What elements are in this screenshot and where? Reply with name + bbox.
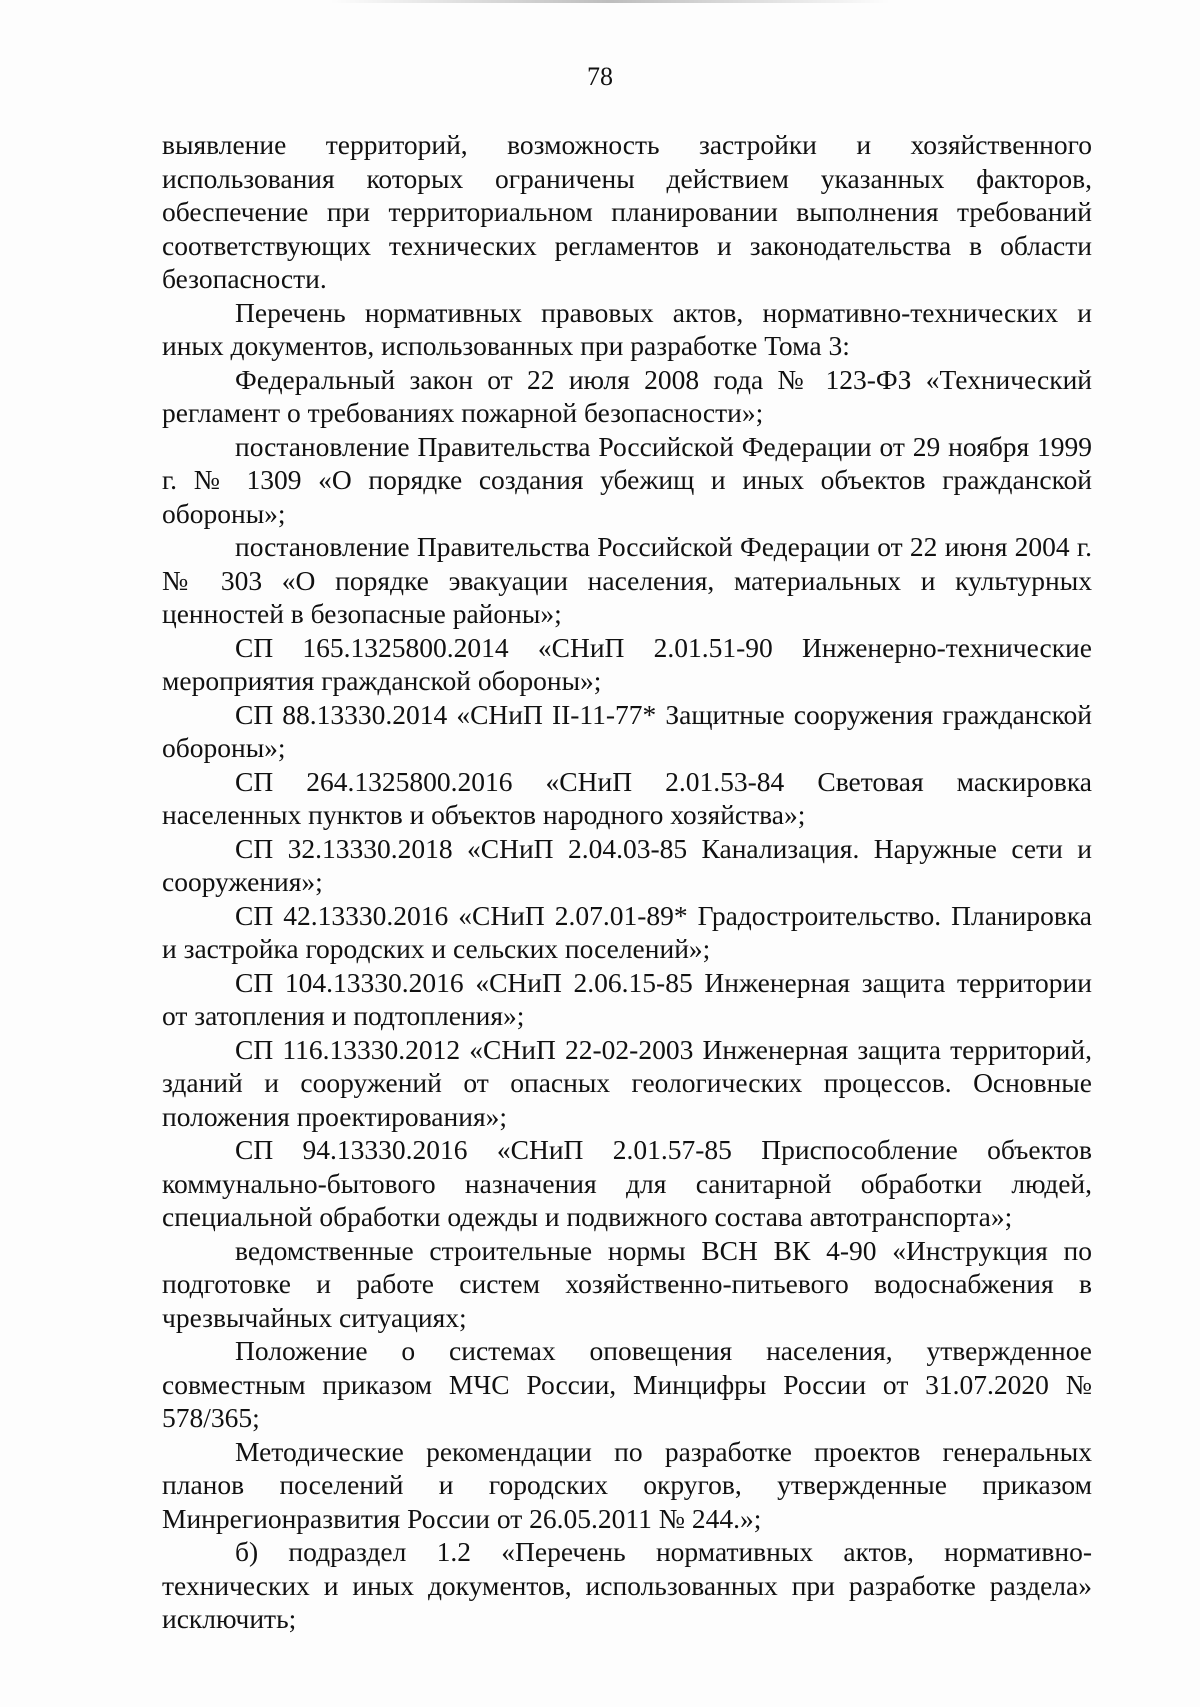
list-item: СП 264.1325800.2016 «СНиП 2.01.53-84 Световая маскировка населенных пунктов и объектов народного хозяйства»; — [162, 765, 1092, 830]
list-item: СП 116.13330.2012 «СНиП 22-02-2003 Инженерная защита территорий, зданий и сооружений от опасных геологических процессов. Основные положения проектирования»; — [162, 1033, 1092, 1132]
list-item: СП 88.13330.2014 «СНиП II-11-77* Защитные сооружения гражданской обороны»; — [162, 698, 1092, 763]
list-item: Федеральный закон от 22 июля 2008 года № 123-ФЗ «Технический регламент о требованиях пожарной безопасности»; — [162, 363, 1092, 428]
list-item: постановление Правительства Российской Федерации от 29 ноября 1999 г. № 1309 «О порядке создания убежищ и иных объектов гражданской обороны»; — [162, 430, 1092, 529]
paragraph-subsection-exclude: б) подраздел 1.2 «Перечень нормативных актов, нормативно-технических и иных документов, использованных при разработке раздела» исключить; — [162, 1536, 1092, 1634]
list-item: Методические рекомендации по разработке проектов генеральных планов поселений и городских округов, утвержденные приказом Минрегионразвития России от 26.05.2011 № 244.»; — [162, 1435, 1092, 1534]
paragraph-list-intro: Перечень нормативных правовых актов, нормативно-технических и иных документов, использованных при разработке Тома 3: — [162, 296, 1092, 361]
paragraph-territories: выявление территорий, возможность застройки и хозяйственного использования которых ограничены действием указанных факторов, обеспечение при территориальном планировании выполнения требований соответствующих технических регламентов и законодательства в области безопасности. — [162, 129, 1092, 294]
list-item: СП 165.1325800.2014 «СНиП 2.01.51-90 Инженерно-технические мероприятия гражданской обороны»; — [162, 631, 1092, 696]
list-item: СП 32.13330.2018 «СНиП 2.04.03-85 Канализация. Наружные сети и сооружения»; — [162, 832, 1092, 897]
scan-edge-artifact — [330, 0, 890, 3]
document-body — [162, 128, 1092, 1636]
list-item: СП 94.13330.2016 «СНиП 2.01.57-85 Приспособление объектов коммунально-бытового назначения для санитарной обработки людей, специальной обработки одежды и подвижного состава автотранспорта»; — [162, 1134, 1092, 1232]
list-item: постановление Правительства Российской Федерации от 22 июня 2004 г. № 303 «О порядке эвакуации населения, материальных и культурных ценностей в безопасные районы»; — [162, 531, 1092, 629]
list-item: СП 42.13330.2016 «СНиП 2.07.01-89* Градостроительство. Планировка и застройка городских и сельских поселений»; — [162, 899, 1092, 964]
list-item: ведомственные строительные нормы ВСН ВК 4-90 «Инструкция по подготовке и работе систем хозяйственно-питьевого водоснабжения в чрезвычайных ситуациях; — [162, 1234, 1092, 1333]
list-item: Положение о системах оповещения населения, утвержденное совместным приказом МЧС России, Минцифры России от 31.07.2020 № 578/365; — [162, 1335, 1092, 1433]
list-item: СП 104.13330.2016 «СНиП 2.06.15-85 Инженерная защита территории от затопления и подтопления»; — [162, 966, 1092, 1031]
page-number: 78 — [587, 62, 613, 91]
